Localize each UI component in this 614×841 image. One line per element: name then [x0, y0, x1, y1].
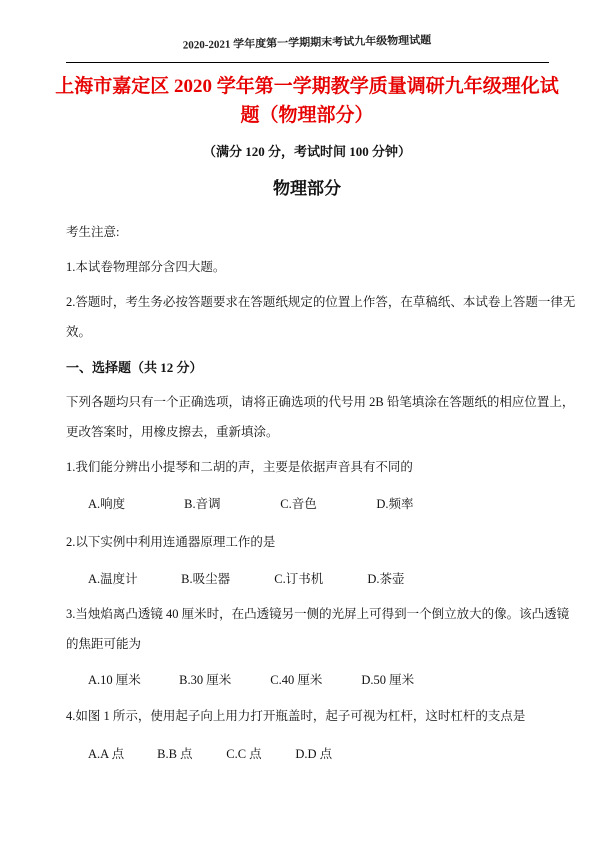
section-intro-line-1: 下列各题均只有一个正确选项，请将正确选项的代号用 2B 铅笔填涂在答题纸的相应位置上， — [66, 395, 575, 409]
option-b: B.B 点 — [157, 747, 193, 761]
option-c: C.C 点 — [226, 747, 262, 761]
title-line-1: 上海市嘉定区 2020 学年第一学期教学质量调研九年级理化试 — [55, 76, 559, 97]
option-d: D.茶壶 — [367, 572, 405, 586]
title-line-2: 题（物理部分） — [240, 105, 374, 126]
question-2-options — [88, 571, 457, 588]
notice-item-1: 1.本试卷物理部分含四大题。 — [66, 260, 226, 274]
option-b: B.30 厘米 — [179, 673, 232, 687]
section-intro-line-2: 更改答案时，用橡皮擦去，重新填涂。 — [66, 425, 279, 439]
option-c: C.音色 — [280, 497, 317, 511]
option-d: D.50 厘米 — [361, 673, 415, 687]
question-3-options — [88, 672, 449, 689]
option-d: D.D 点 — [295, 747, 333, 761]
header-note: 2020-2021 学年度第一学期期末考试九年级物理试题 — [182, 34, 432, 52]
option-a: A.A 点 — [88, 747, 125, 761]
question-1-options — [88, 496, 469, 513]
notice-item-2-line-1: 2.答题时，考生务必按答题要求在答题纸规定的位置上作答，在草稿纸、本试卷上答题一律无 — [66, 295, 576, 309]
question-4-stem: 4.如图 1 所示，使用起子向上用力打开瓶盖时，起子可视为杠杆，这时杠杆的支点是 — [66, 709, 526, 723]
header-divider — [66, 62, 549, 63]
notice-label: 考生注意: — [66, 225, 120, 239]
question-3-stem-line-2: 的焦距可能为 — [66, 637, 142, 651]
option-b: B.音调 — [184, 497, 221, 511]
document-title — [0, 72, 614, 130]
section-1-heading: 一、选择题（共 12 分） — [66, 360, 203, 375]
option-c: C.40 厘米 — [270, 673, 323, 687]
option-d: D.频率 — [376, 497, 414, 511]
question-2-stem: 2.以下实例中利用连通器原理工作的是 — [66, 535, 276, 549]
option-c: C.订书机 — [274, 572, 324, 586]
part-heading: 物理部分 — [273, 179, 341, 198]
question-4-options — [88, 746, 361, 763]
notice-item-2-line-2: 效。 — [66, 325, 92, 339]
option-a: A.响度 — [88, 497, 126, 511]
question-3-stem-line-1: 3.当烛焰离凸透镜 40 厘米时，在凸透镜另一侧的光屏上可得到一个倒立放大的像。该凸透镜 — [66, 607, 570, 621]
option-b: B.吸尘器 — [181, 572, 231, 586]
option-a: A.10 厘米 — [88, 673, 141, 687]
exam-meta: （满分 120 分，考试时间 100 分钟） — [202, 144, 411, 159]
option-a: A.温度计 — [88, 572, 138, 586]
question-1-stem: 1.我们能分辨出小提琴和二胡的声，主要是依据声音具有不同的 — [66, 460, 413, 474]
